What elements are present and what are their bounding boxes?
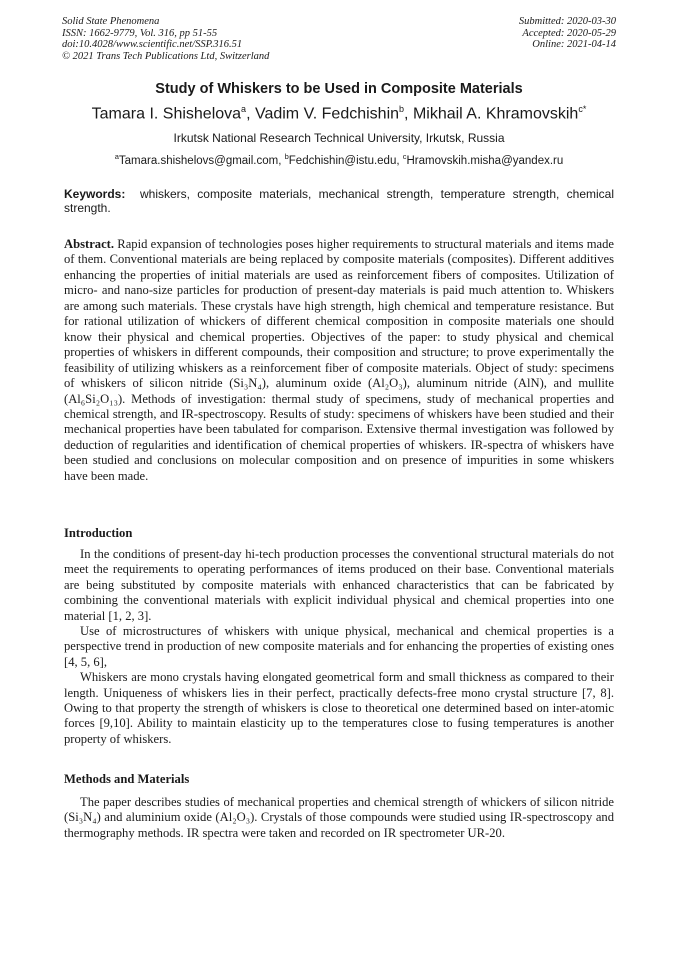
dates-header (519, 16, 616, 51)
methods-heading: Methods and Materials (64, 772, 190, 786)
introduction-body (64, 547, 614, 747)
email-sup: c (402, 152, 407, 161)
doi-line: doi:10.4028/www.scientific.net/SSP.316.51 (62, 39, 243, 51)
online-date: Online: 2021-04-14 (532, 39, 616, 51)
email-address[interactable]: Fedchishin@istu.edu (288, 154, 397, 167)
formula-si3n4: Si₃N₄ (68, 810, 97, 825)
introduction-heading: Introduction (64, 526, 133, 540)
paragraph: In the conditions of present-day hi-tech production processes the conventional structural materials do not meet the requirements to operating performances of items produced on their base. Conventional materials are being substituted by composite materials with enhanced characteristics that can be fabricated by combining the conventional materials with explicit individual physical and chemical properties into one material [1, 2, 3]. (64, 547, 614, 623)
author-sup: b (399, 104, 405, 114)
abstract-text: ). Methods of investigation: thermal study of specimens, study of mechanical properties and chemical strength, and IR-spectroscopy. Results of study: specimens of whiskers have been studied and their mechanical properties have been tabulated for comparison. Extensive thermal investigation was followed by deduction of regularities and identification of chemical properties of whiskers. IR-spectra of whiskers have been studied and conclusions on molecular composition and on presence of impurities in some whiskers have been made. (64, 391, 614, 483)
methods-body (64, 795, 614, 841)
abstract-text: ), aluminum oxide ( (261, 376, 373, 391)
paragraph (64, 795, 614, 841)
formula-al2o3: Al₂O₃ (372, 376, 403, 391)
email-sup: b (284, 152, 289, 161)
author-name: Tamara I. Shishelova (91, 105, 242, 123)
journal-header (62, 16, 269, 62)
email-sup: a (114, 152, 119, 161)
abstract-block (64, 237, 614, 484)
author-sup: a (241, 104, 247, 114)
email-address[interactable]: Tamara.shishelovs@gmail.com (118, 154, 279, 167)
keywords-text: whiskers, composite materials, mechanical strength, temperature strength, chemical strength. (64, 187, 614, 215)
affiliation: Irkutsk National Research Technical University, Irkutsk, Russia (173, 131, 505, 145)
paragraph: Use of microstructures of whiskers with unique physical, mechanical and chemical properties is a perspective trend in production of new composite materials and for enhancing the properties of existing ones [4, 5, 6], (64, 624, 614, 669)
accepted-date: Accepted: 2020-05-29 (522, 27, 616, 39)
author-list: Tamara I. Shishelova$^a$, Vadim V. Fedchishin$^b$, Mikhail A. Khramovskih$^{c*}$ (91, 104, 587, 123)
submitted-date: Submitted: 2020-03-30 (518, 16, 616, 27)
email-list: $^a$Tamara.shishelovs@gmail.com, $^b$Fedchishin@istu.edu, $^c$Hramovskih.misha@yandex.ru (114, 152, 564, 167)
formula-si3n4: Si₃N₄ (233, 376, 262, 391)
journal-name: Solid State Phenomena (62, 16, 160, 27)
author-name: Vadim V. Fedchishin (254, 105, 400, 123)
paper-title: Study of Whiskers to be Used in Composite Materials (155, 81, 523, 97)
methods-text: ) and aluminium oxide ( (96, 810, 220, 825)
email-address[interactable]: Hramovskih.misha@yandex.ru (406, 154, 564, 167)
formula-al2o3: Al₂O₃ (219, 810, 251, 825)
issn-line: ISSN: 1662-9779, Vol. 316, pp 51-55 (62, 27, 218, 39)
copyright-line: © 2021 Trans Tech Publications Ltd, Switzerland (62, 50, 270, 62)
paragraph: Whiskers are mono crystals having elongated geometrical form and small thickness as compared to their length. Uniqueness of whiskers lies in their perfect, practically defects-free mono crystal structure [7, 8]. Owing to that property the strength of whiskers is close to theoretical one determined based on inter-atomic forces [9,10]. Ability to maintain elasticity up to the temperatures close to fusing temperatures is another property of whiskers. (64, 670, 614, 746)
author-sup: c* (578, 104, 587, 114)
abstract-text: Rapid expansion of technologies poses higher requirements to structural materials and items made of them. Conventional materials are being replaced by composite materials (composites). Different additives enhancing the properties of initial materials are used as reinforcement fibers of composites. Utilization of micro- and nano-size particles for production of present-day materials is paid much attention to. Whiskers are among such materials. These crystals have high strength, high chemical and temperature resistance. But for rational utilization of whickers of different chemical composition in composite materials one should know their physical and chemical properties. Objectives of the paper: to study physical and chemical properties of whiskers in different compounds, their composition and structure; to prove experimentally the feasibility of utilizing whiskers as a reinforcement fiber of composite materials. Object of study: specimens of whiskers of silicon nitride ( (64, 237, 614, 391)
methods-text: The paper describes studies of mechanical properties and chemical strength of whickers of silicon nitride ( (64, 795, 614, 825)
abstract-text: ), aluminum nitride (AlN), and mullite ( (64, 376, 614, 406)
abstract-label: Abstract. (64, 237, 115, 251)
keywords-label: Keywords: (64, 187, 126, 201)
formula-mullite: Al₆Si₂O₁₃ (68, 391, 118, 406)
methods-text: ). Crystals of those compounds were studied using IR-spectroscopy and thermography methods. IR spectra were taken and recorded on IR spectrometer UR-20. (64, 810, 614, 840)
author-name: Mikhail A. Khramovskih (412, 105, 579, 123)
keywords-block (64, 187, 614, 215)
